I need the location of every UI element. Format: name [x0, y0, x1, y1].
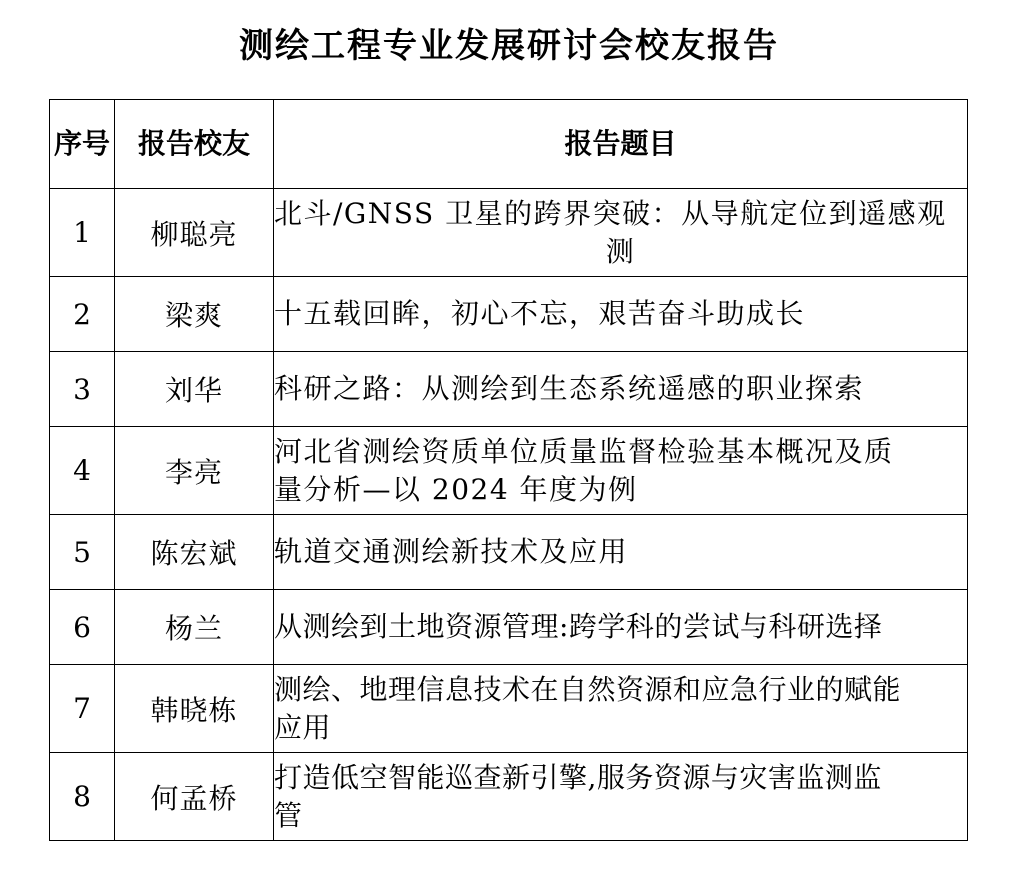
- row-topic: [274, 753, 968, 841]
- row-no: 2: [50, 277, 115, 352]
- row-topic: [274, 352, 968, 427]
- table-row: [50, 427, 968, 515]
- header-presenter: 报告校友: [115, 100, 274, 189]
- header-no: 序号: [50, 100, 115, 189]
- row-topic-line2: 测: [605, 234, 636, 268]
- row-topic-line1: 测绘、地理信息技术在自然资源和应急行业的赋能: [274, 672, 902, 706]
- row-no: 4: [50, 427, 115, 515]
- row-topic-line1: 轨道交通测绘新技术及应用: [274, 535, 629, 568]
- row-no: 6: [50, 590, 115, 665]
- table-row: [50, 352, 968, 427]
- page-title: 测绘工程专业发展研讨会校友报告: [239, 26, 779, 66]
- row-presenter: 何孟桥: [115, 753, 274, 841]
- row-presenter: 柳聪亮: [115, 189, 274, 277]
- row-topic-line1: 打造低空智能巡查新引擎,服务资源与灾害监测监: [274, 760, 882, 794]
- row-topic-line2: 量分析—以 2024 年度为例: [274, 472, 638, 506]
- row-presenter: 李亮: [115, 427, 274, 515]
- table-row: [50, 277, 968, 352]
- row-no: 3: [50, 352, 115, 427]
- table-row: [50, 515, 968, 590]
- row-topic: [274, 427, 968, 515]
- report-table: [49, 99, 968, 841]
- table-row: [50, 590, 968, 665]
- table-header-row: [50, 100, 968, 189]
- row-topic-line1: 河北省测绘资质单位质量监督检验基本概况及质: [274, 434, 894, 468]
- row-presenter: 梁爽: [115, 277, 274, 352]
- row-no: 7: [50, 665, 115, 753]
- row-topic-line1: 十五载回眸，初心不忘，艰苦奋斗助成长: [274, 297, 806, 330]
- row-presenter: 刘华: [115, 352, 274, 427]
- row-topic-line2: 管: [274, 798, 303, 832]
- row-topic: [274, 515, 968, 590]
- row-no: 5: [50, 515, 115, 590]
- row-topic: [274, 665, 968, 753]
- row-no: 1: [50, 189, 115, 277]
- row-presenter: 韩晓栋: [115, 665, 274, 753]
- table-row: [50, 189, 968, 277]
- row-topic: [274, 590, 968, 665]
- row-presenter: 陈宏斌: [115, 515, 274, 590]
- row-presenter: 杨兰: [115, 590, 274, 665]
- header-topic: 报告题目: [274, 100, 968, 189]
- table-row: [50, 753, 968, 841]
- row-topic-line1: 科研之路：从测绘到生态系统遥感的职业探索: [274, 372, 865, 405]
- row-topic-line1: 北斗/GNSS 卫星的跨界突破：从导航定位到遥感观: [274, 196, 947, 230]
- row-topic-line1: 从测绘到土地资源管理:跨学科的尝试与科研选择: [274, 610, 883, 643]
- row-topic: [274, 277, 968, 352]
- table-row: [50, 665, 968, 753]
- row-no: 8: [50, 753, 115, 841]
- row-topic-line2: 应用: [274, 710, 332, 744]
- row-topic: [274, 189, 968, 277]
